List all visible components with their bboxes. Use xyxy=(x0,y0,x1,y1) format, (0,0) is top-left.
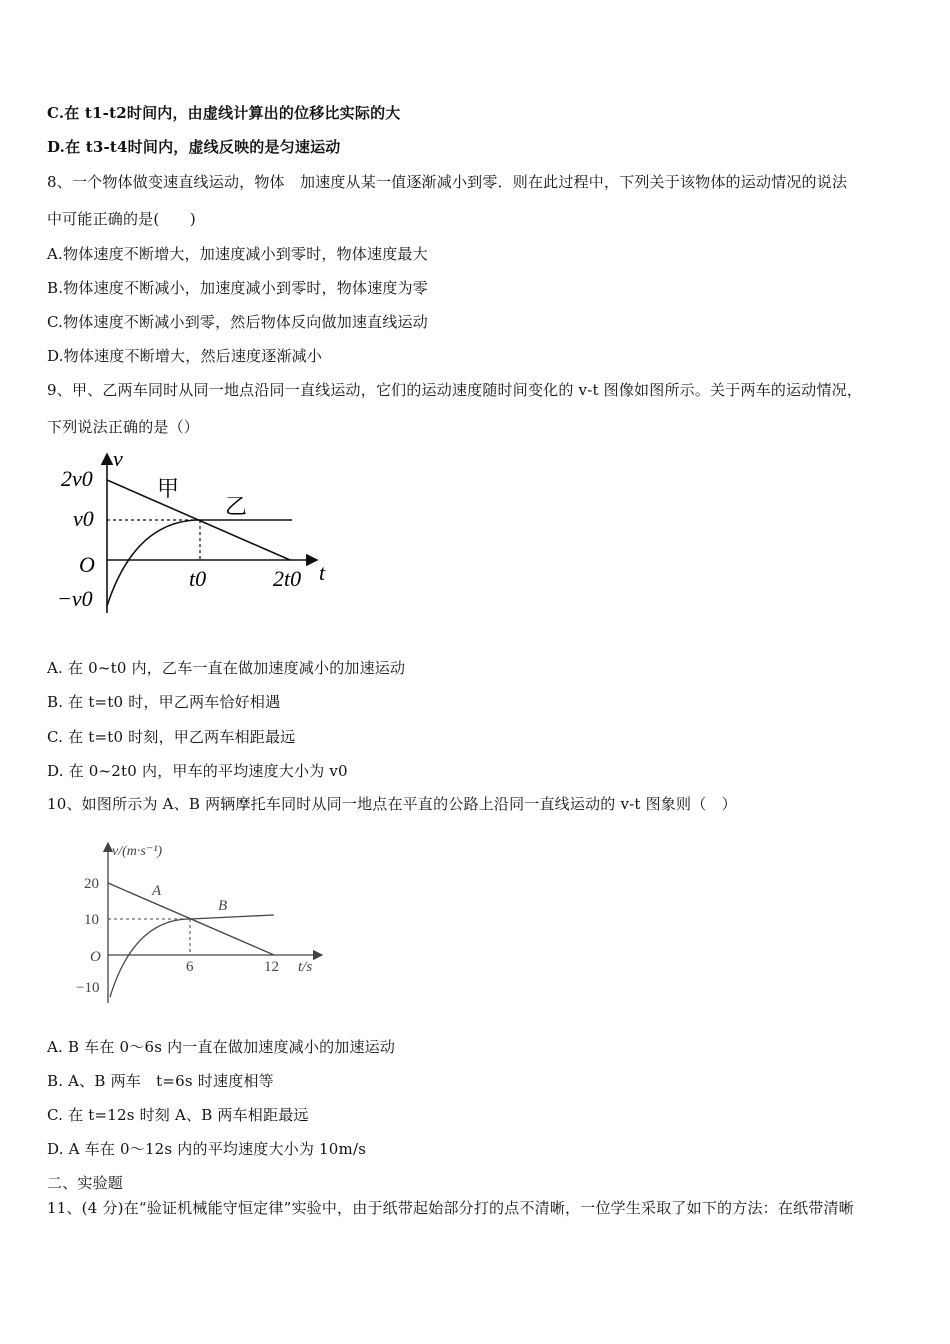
question-9-stem-cont: 下列说法正确的是（） xyxy=(47,418,200,436)
tick-t0: t0 xyxy=(189,566,207,591)
q9-option-b: B. 在 t=t0 时，甲乙两车恰好相遇 xyxy=(47,693,281,711)
y-axis-label: v/(m·s⁻¹) xyxy=(112,844,163,859)
tick-neg10: −10 xyxy=(76,980,100,996)
tick-6: 6 xyxy=(186,959,194,975)
question-8-stem-cont: 中可能正确的是( ) xyxy=(47,210,196,228)
vt-graph-jia-yi xyxy=(55,448,345,618)
tick-2t0: 2t0 xyxy=(273,566,302,591)
option-d-prev: D.在 t3-t4时间内，虚线反映的是匀速运动 xyxy=(47,138,341,156)
x-axis-label: t/s xyxy=(298,959,313,975)
tick-2v0: 2v0 xyxy=(61,466,93,491)
q10-option-a: A. B 车在 0～6s 内一直在做加速度减小的加速运动 xyxy=(47,1038,396,1056)
question-9-stem: 9、甲、乙两车同时从同一地点沿同一直线运动，它们的运动速度随时间变化的 v-t 图像如图所示。关于两车的运动情况， xyxy=(47,381,863,399)
label-a: A xyxy=(152,883,162,899)
label-jia: 甲 xyxy=(157,476,180,501)
question-8-stem: 8、一个物体做变速直线运动，物体 加速度从某一值逐渐减小到零．则在此过程中，下列关于该物体的运动情况的说法 xyxy=(47,173,848,191)
q9-option-d: D. 在 0~2t0 内，甲车的平均速度大小为 v0 xyxy=(47,762,348,780)
label-b: B xyxy=(218,898,228,914)
curve-b xyxy=(110,915,274,997)
y-axis-label: v xyxy=(113,448,123,471)
q9-option-c: C. 在 t=t0 时刻，甲乙两车相距最远 xyxy=(47,728,296,746)
q8-option-a: A.物体速度不断增大，加速度减小到零时，物体速度最大 xyxy=(47,245,428,263)
tick-20: 20 xyxy=(84,876,99,892)
q10-option-c: C. 在 t=12s 时刻 A、B 两车相距最远 xyxy=(47,1106,309,1124)
tick-neg-v0: −v0 xyxy=(57,586,93,611)
vt-graph-a-b xyxy=(72,835,342,1010)
question-10-stem: 10、如图所示为 A、B 两辆摩托车同时从同一地点在平直的公路上沿同一直线运动的 v-t 图象则（ ） xyxy=(47,795,737,813)
origin-label: O xyxy=(90,949,101,965)
tick-v0: v0 xyxy=(73,506,94,531)
q10-option-d: D. A 车在 0～12s 内的平均速度大小为 10m/s xyxy=(47,1140,367,1158)
q9-option-a: A. 在 0~t0 内，乙车一直在做加速度减小的加速运动 xyxy=(47,659,406,677)
tick-12: 12 xyxy=(264,959,279,975)
tick-10: 10 xyxy=(84,912,99,928)
q8-option-c: C.物体速度不断减小到零，然后物体反向做加速直线运动 xyxy=(47,313,428,331)
q8-option-d: D.物体速度不断增大，然后速度逐渐减小 xyxy=(47,347,323,365)
q10-option-b: B. A、B 两车 t=6s 时速度相等 xyxy=(47,1072,274,1090)
q8-option-b: B.物体速度不断减小，加速度减小到零时，物体速度为零 xyxy=(47,279,428,297)
origin-label: O xyxy=(79,552,95,577)
question-11-stem: 11、(4 分)在“验证机械能守恒定律”实验中，由于纸带起始部分打的点不清晰，一位学生采取了如下的方法：在纸带清晰 xyxy=(47,1199,854,1217)
label-yi: 乙 xyxy=(225,494,248,519)
option-c-prev: C.在 t1-t2时间内，由虚线计算出的位移比实际的大 xyxy=(47,104,401,122)
section-heading-experiment: 二、实验题 xyxy=(47,1174,124,1192)
x-axis-label: t xyxy=(319,560,326,585)
